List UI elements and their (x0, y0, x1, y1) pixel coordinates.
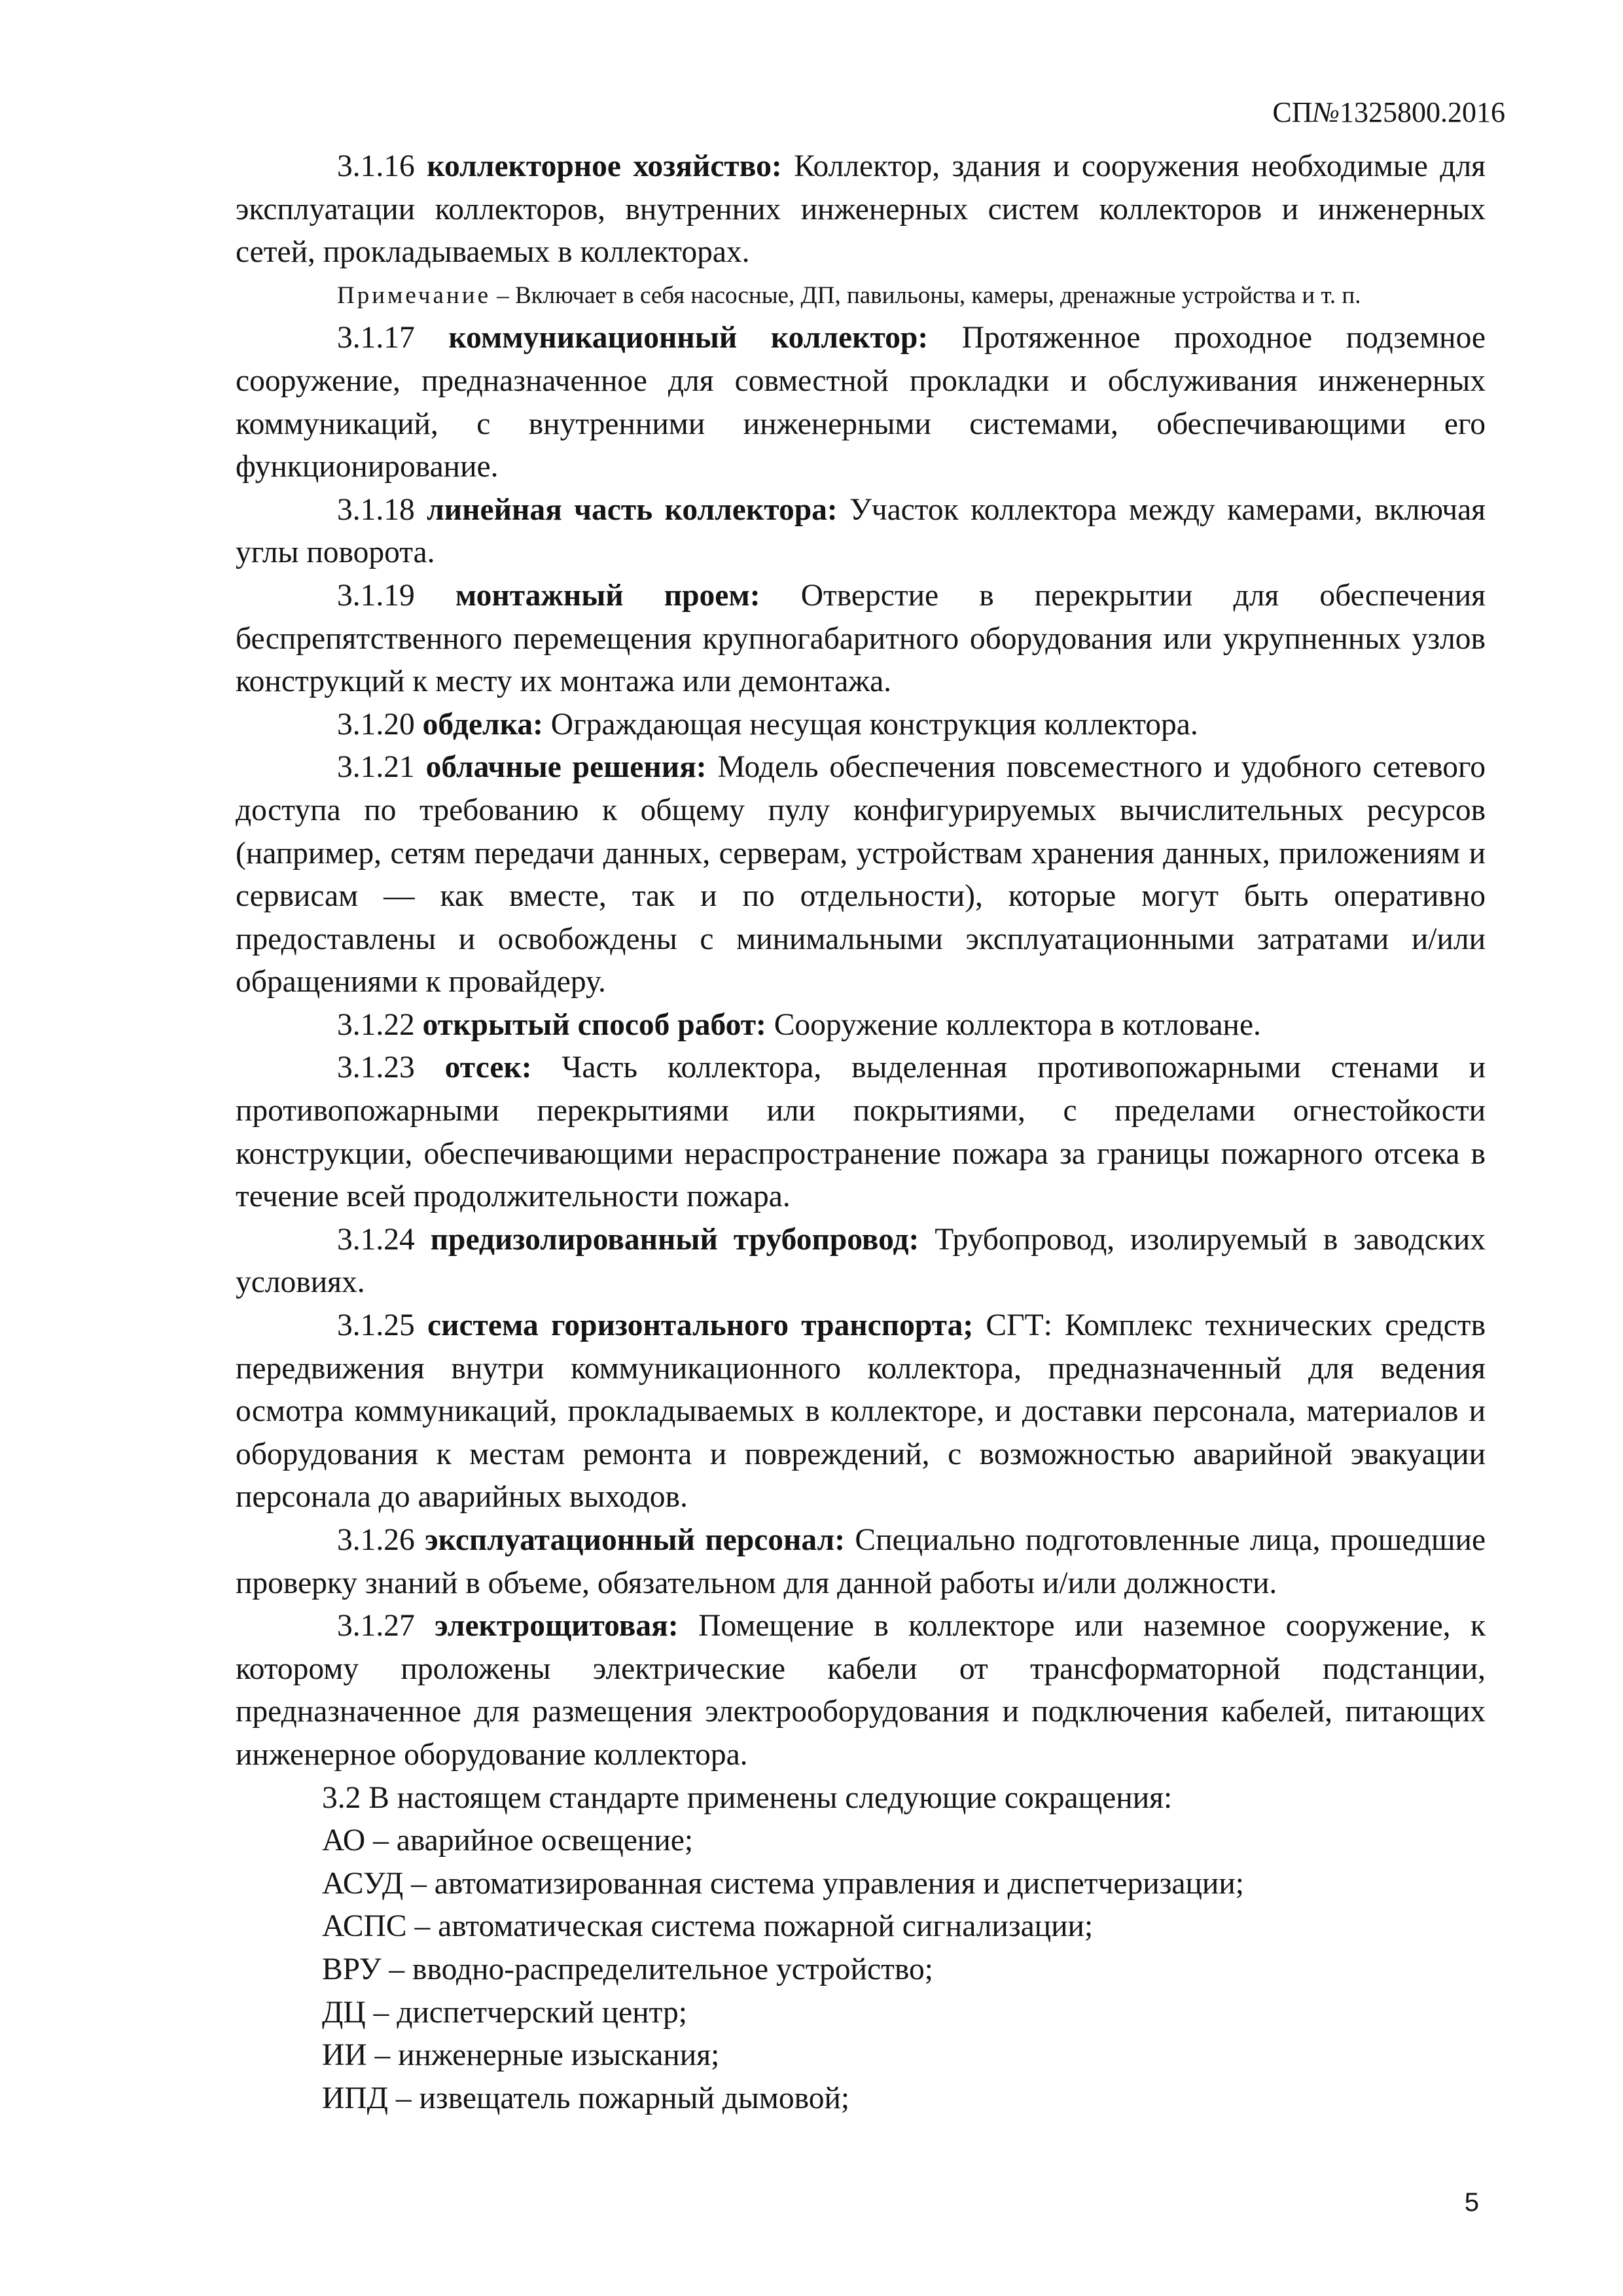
clause-number: 3.1.20 (337, 707, 415, 742)
abbreviation: АО (322, 1823, 366, 1858)
term: коммуникационный коллектор: (448, 321, 929, 355)
abbreviation-meaning: – вводно-распределительное устройство; (389, 1952, 933, 1986)
abbreviation: ИПД (322, 2081, 389, 2115)
definition-text: Участок коллектора между камерами, включая углы поворота. (236, 492, 1486, 570)
definition-3-1-18 (236, 489, 1486, 575)
abbreviation: АСПС (322, 1909, 407, 1944)
note (236, 274, 1486, 317)
term: открытый способ работ: (422, 1007, 766, 1042)
page-number: 5 (1464, 2188, 1479, 2217)
definition-3-1-16 (236, 145, 1486, 274)
term: монтажный проем: (455, 578, 760, 613)
term: отсек: (444, 1050, 532, 1085)
definition-3-1-20 (236, 704, 1486, 747)
clause-number: 3.1.16 (337, 149, 415, 183)
document-body (236, 145, 1486, 2120)
definition-text: Трубопровод, изолируемый в заводских условиях. (236, 1222, 1486, 1300)
definition-text: Отверстие в перекрытии для обеспечения беспрепятственного перемещения крупногабаритного оборудования или укрупненных узлов конструкций к месту их монтажа или демонтажа. (236, 578, 1486, 699)
clause-number: 3.1.27 (337, 1609, 415, 1643)
abbreviation: ВРУ (322, 1952, 382, 1986)
code-number: 1325800.2016 (1340, 96, 1505, 128)
handwritten-number-mark: № (1312, 96, 1340, 128)
term: обделка: (422, 707, 543, 742)
code-prefix: СП (1272, 96, 1313, 128)
definition-3-1-22 (236, 1004, 1486, 1047)
clause-number: 3.1.25 (337, 1308, 415, 1343)
abbreviation-item (236, 2077, 1486, 2121)
abbreviation-meaning: – аварийное освещение; (373, 1823, 694, 1858)
definition-text: Протяженное проходное подземное сооружение, предназначенное для совместной прокладки и обслуживания инженерных коммуникаций, с внутренними инженерными системами, обеспечивающими его функционирование. (236, 321, 1486, 484)
clause-number: 3.1.22 (337, 1007, 415, 1042)
clause-number: 3.1.19 (337, 578, 415, 613)
clause-number: 3.1.17 (337, 321, 415, 355)
abbreviation-meaning: – извещатель пожарный дымовой; (395, 2081, 850, 2115)
abbreviation-item (236, 2034, 1486, 2077)
definition-3-1-26 (236, 1519, 1486, 1605)
definition-text: Ограждающая несущая конструкция коллектора. (550, 707, 1198, 742)
definition-3-1-27 (236, 1605, 1486, 1776)
term: облачные решения: (425, 750, 707, 785)
definition-text: Сооружение коллектора в котловане. (774, 1007, 1261, 1042)
definition-3-1-23 (236, 1047, 1486, 1218)
abbreviation-item (236, 1992, 1486, 2035)
note-text: – Включает в себя насосные, ДП, павильоны, камеры, дренажные устройства и т. п. (497, 281, 1361, 309)
clause-number: 3.1.24 (337, 1222, 415, 1257)
abbreviation-item (236, 1863, 1486, 1906)
term: коллекторное хозяйство: (427, 149, 782, 183)
definition-3-1-19 (236, 575, 1486, 704)
definition-text: Коллектор, здания и сооружения необходимые для эксплуатации коллекторов, внутренних инженерных систем коллекторов и инженерных сетей, прокладываемых в коллекторах. (236, 149, 1486, 270)
term: электрощитовая: (435, 1609, 679, 1643)
term: предизолированный трубопровод: (430, 1222, 919, 1257)
abbreviation-meaning: – автоматизированная система управления и диспетчеризации; (411, 1866, 1244, 1901)
abbreviation-item (236, 1905, 1486, 1948)
definition-3-1-17 (236, 317, 1486, 488)
abbreviation-meaning: – автоматическая система пожарной сигнализации; (414, 1909, 1094, 1944)
standard-code-header (1230, 93, 1505, 132)
definition-text: Часть коллектора, выделенная противопожарными стенами и противопожарными перекрытиями или покрытиями, с пределами огнестойкости конструкции, обеспечивающими нераспространение пожара за границы пожарного отсека в течение всей продолжительности пожара. (236, 1050, 1486, 1214)
definition-text: Помещение в коллекторе или наземное сооружение, к которому проложены электрические кабели от трансформаторной подстанции, предназначенное для размещения электрооборудования и подключения кабелей, питающих инженерное оборудование коллектора. (236, 1609, 1486, 1772)
term: линейная часть коллектора: (427, 492, 838, 527)
definition-text: Модель обеспечения повсеместного и удобного сетевого доступа по требованию к общему пулу конфигурируемых вычислительных ресурсов (например, сетям передачи данных, серверам, устройствам хранения данных, приложениям и сервисам — как вместе, так и по отдельности), которые могут быть оперативно предоставлены и освобождены с минимальными эксплуатационными затратами и/или обращениями к провайдеру. (236, 750, 1486, 999)
definition-3-1-25 (236, 1304, 1486, 1519)
clause-number: 3.1.23 (337, 1050, 415, 1085)
definition-3-1-24 (236, 1219, 1486, 1304)
definition-3-1-21 (236, 746, 1486, 1004)
section-3-2-intro: 3.2 В настоящем стандарте применены следующие сокращения: (322, 1780, 1173, 1815)
term: эксплуатационный персонал: (425, 1523, 846, 1557)
abbreviation: АСУД (322, 1866, 404, 1901)
abbreviation: ДЦ (322, 1995, 366, 2030)
clause-number: 3.1.18 (337, 492, 415, 527)
abbreviation-meaning: – диспетчерский центр; (373, 1995, 687, 2030)
abbreviation: ИИ (322, 2038, 367, 2073)
definition-text: Специально подготовленные лица, прошедшие проверку знаний в объеме, обязательном для данной работы и/или должности. (236, 1523, 1486, 1600)
abbreviation-meaning: – инженерные изыскания; (374, 2038, 720, 2073)
clause-number: 3.1.26 (337, 1523, 415, 1557)
abbreviation-item (236, 1948, 1486, 1992)
note-label: Примечание (337, 281, 491, 309)
definition-text: СГТ: Комплекс технических средств передвижения внутри коммуникационного коллектора, предназначенный для ведения осмотра коммуникаций, прокладываемых в коллекторе, и доставки персонала, материалов и оборудования к местам ремонта и повреждений, с возможностью аварийной эвакуации персонала до аварийных выходов. (236, 1308, 1486, 1515)
term: система горизонтального транспорта; (427, 1308, 974, 1343)
abbreviation-item (236, 1820, 1486, 1863)
clause-number: 3.1.21 (337, 750, 415, 785)
